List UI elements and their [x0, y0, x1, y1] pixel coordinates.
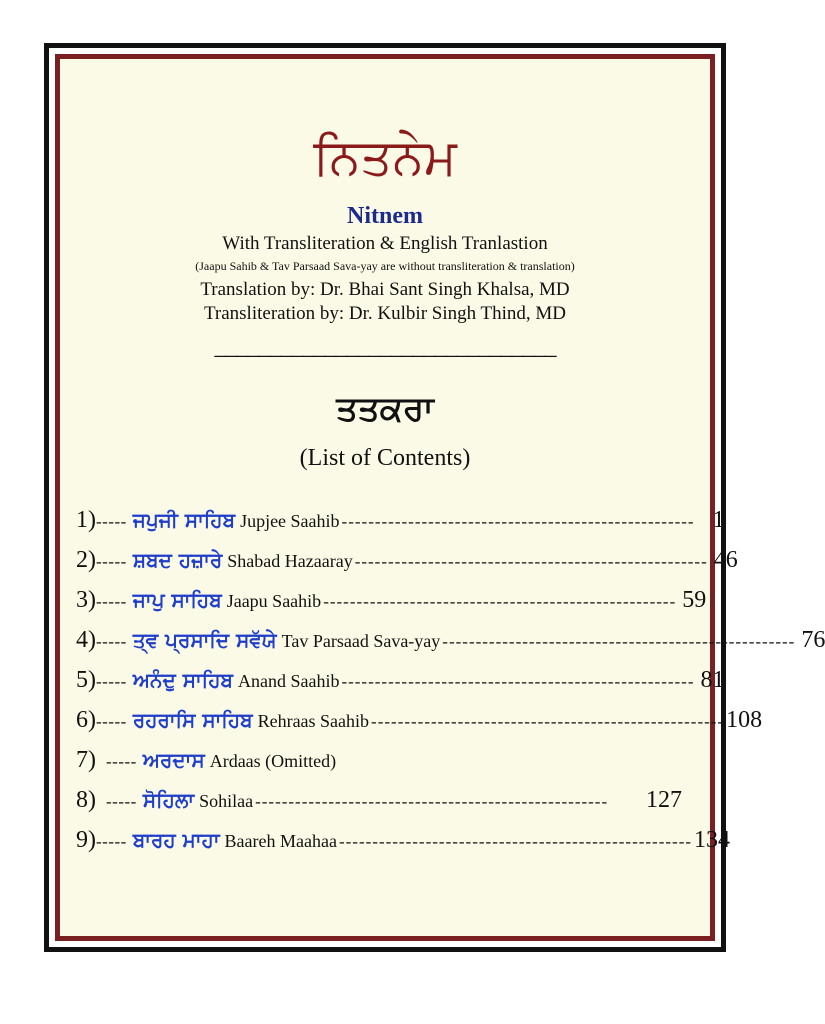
entry-leader: ----- [96, 672, 127, 691]
entry-title-transliteration: Ardaas (Omitted) [209, 751, 337, 771]
entry-title-gurmukhi: ਤ੍ਵ ਪ੍ਰਸਾਦਿ ਸਵੱਯੇ [132, 628, 277, 652]
contents-entry[interactable] [76, 747, 682, 787]
contents-entry[interactable] [76, 507, 725, 547]
title-gurmukhi: ਨਿਤਨੇਮ [313, 128, 457, 186]
entry-leader: ----- [96, 832, 127, 851]
entry-number: 1) [76, 507, 96, 533]
entry-dot-leader: ----------------------------------------------------- [255, 792, 609, 811]
entry-leader: ----- [106, 792, 137, 811]
entry-title-transliteration: Shabad Hazaaray [227, 551, 353, 571]
entry-number: 8) [76, 787, 96, 813]
entry-leader: ----- [96, 552, 127, 571]
entry-page-number: 59 [682, 587, 707, 613]
entry-leader: ----- [96, 712, 127, 731]
entry-number: 2) [76, 547, 96, 573]
entry-number: 7) [76, 747, 96, 773]
entry-title-gurmukhi: ਅਨੰਦੁ ਸਾਹਿਬ [132, 668, 233, 692]
entry-number: 3) [76, 587, 96, 613]
entry-title-gurmukhi: ਅਰਦਾਸ [142, 748, 205, 772]
entry-page-number: 1 [712, 507, 725, 533]
entry-title-transliteration: Sohilaa [199, 791, 254, 811]
contents-list [76, 507, 825, 867]
entry-page-number: 134 [694, 827, 731, 853]
transliteration-credit: Transliteration by: Dr. Kulbir Singh Thind, MD [203, 303, 567, 324]
contents-heading-gurmukhi: ਤਤਕਰਾ [336, 389, 434, 429]
contents-entry[interactable] [76, 547, 738, 587]
entry-dot-leader: ----------------------------------------------------- [442, 632, 796, 651]
entry-dot-leader: ----------------------------------------------------- [354, 552, 708, 571]
contents-entry[interactable] [76, 667, 725, 707]
entry-title-gurmukhi: ਸੋਹਿਲਾ [142, 788, 195, 812]
entry-leader: ----- [96, 632, 127, 651]
entry-title-gurmukhi: ਜਪੁਜੀ ਸਾਹਿਬ [132, 508, 236, 532]
entry-dot-leader: ----------------------------------------------------- [323, 592, 677, 611]
entry-title-transliteration: Jaapu Saahib [226, 591, 322, 611]
entry-title-gurmukhi: ਜਾਪੁ ਸਾਹਿਬ [132, 588, 222, 612]
entry-number: 4) [76, 627, 96, 653]
entry-title-transliteration: Anand Saahib [237, 671, 340, 691]
contents-entry[interactable] [76, 587, 707, 627]
entry-title-transliteration: Baareh Maahaa [224, 831, 337, 851]
page-outer-border [44, 43, 825, 952]
entry-title-gurmukhi: ਰਹਰਾਸਿ ਸਾਹਿਬ [132, 708, 253, 732]
entry-page-number: 108 [726, 707, 763, 733]
subtitle: With Transliteration & English Tranlastion [222, 233, 548, 254]
entry-dot-leader: ----------------------------------------------------- [371, 712, 725, 731]
entry-leader: ----- [106, 752, 137, 771]
entry-page-number: 81 [700, 667, 725, 693]
contents-entry[interactable] [76, 827, 731, 867]
entry-leader: ----- [96, 512, 127, 531]
entry-dot-leader: ----------------------------------------------------- [341, 512, 695, 531]
note: (Jaapu Sahib & Tav Parsaad Sava-yay are without transliteration & translation) [195, 259, 575, 273]
entry-page-number: 127 [646, 787, 682, 813]
contents-heading-english: (List of Contents) [299, 445, 471, 471]
divider-line: _______________________________ [214, 334, 556, 360]
contents-entry[interactable] [76, 787, 682, 827]
entry-leader: ----- [96, 592, 127, 611]
entry-title-transliteration: Rehraas Saahib [257, 711, 370, 731]
contents-entry[interactable] [76, 627, 825, 667]
entry-dot-leader: ----------------------------------------------------- [341, 672, 695, 691]
entry-page-number: 76 [801, 627, 825, 653]
entry-page-number: 46 [713, 547, 738, 573]
entry-title-transliteration: Jupjee Saahib [240, 511, 340, 531]
translation-credit: Translation by: Dr. Bhai Sant Singh Khalsa, MD [200, 279, 570, 300]
entry-dot-leader: ----------------------------------------------------- [338, 832, 693, 851]
title-english: Nitnem [347, 203, 423, 229]
entry-number: 9) [76, 827, 96, 853]
entry-number: 6) [76, 707, 96, 733]
entry-title-gurmukhi: ਬਾਰਹ ਮਾਹਾ [132, 828, 220, 852]
contents-entry[interactable] [76, 707, 763, 747]
page-inner-border [55, 54, 825, 941]
entry-title-gurmukhi: ਸ਼ਬਦ ਹਜ਼ਾਰੇ [132, 548, 223, 572]
entry-title-transliteration: Tav Parsaad Sava-yay [281, 631, 441, 651]
entry-number: 5) [76, 667, 96, 693]
